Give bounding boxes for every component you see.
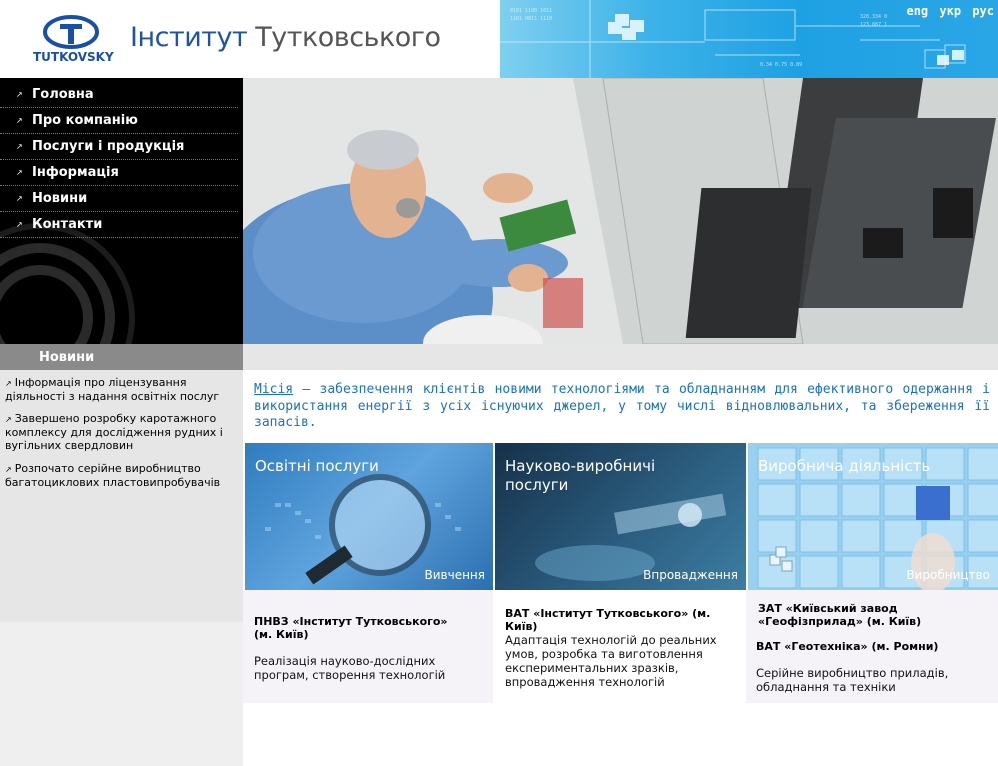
tile-title: Освітні послуги	[255, 457, 379, 475]
arrow-icon: ↗	[5, 415, 12, 424]
lang-ukr-link[interactable]: укр	[939, 4, 962, 18]
hero-image	[243, 78, 998, 344]
site-title-first: Інститут	[130, 22, 248, 53]
news-item[interactable]	[5, 376, 237, 403]
nav-item-info[interactable]	[0, 160, 238, 186]
logo-text: TUTKOVSKY	[33, 50, 114, 64]
header-graphic	[500, 0, 998, 78]
nav-label: Послуги і продукція	[32, 139, 185, 154]
arrow-icon: ↗	[16, 90, 23, 99]
hero-photo-illustration	[243, 78, 998, 344]
sidebar-filler	[0, 622, 243, 766]
org-name-2: ВАТ «Геотехніка» (м. Ромни)	[756, 640, 939, 653]
svg-text:0101 1100 1011: 0101 1100 1011	[510, 8, 553, 14]
org-name: ВАТ «Інститут Тутковського» (м. Київ)	[505, 607, 711, 633]
lang-rus-link[interactable]: рус	[972, 4, 994, 18]
nav-item-about[interactable]	[0, 108, 238, 134]
nav-label: Контакти	[32, 217, 103, 232]
arrow-icon: ↗	[5, 379, 12, 388]
news-item-text: Завершено розробку каротажного комплексу для дослідження рудних і вугільних свердловин	[5, 412, 223, 452]
site-title-second: Тутковського	[255, 22, 441, 53]
nav-label: Головна	[32, 87, 94, 102]
lang-eng-link[interactable]: eng	[906, 4, 929, 18]
news-header	[0, 344, 243, 370]
org-description: Адаптація технологій до реальних умов, розробка та виготовлення експериментальних зразків, впровадження технологій	[505, 633, 717, 689]
org-description: Серійне виробництво приладів, обладнання та техніки	[756, 666, 949, 694]
tile-title: Науково-виробничі послуги	[505, 457, 656, 494]
arrow-icon: ↗	[16, 142, 23, 151]
header-logo-area	[0, 0, 500, 78]
nav-item-home[interactable]	[0, 82, 238, 108]
tile-subtitle: Вивчення	[424, 568, 485, 582]
main-navigation	[0, 78, 243, 344]
news-item-text: Розпочато серійне виробництво багатоциклових пластовипробувачів	[5, 462, 221, 489]
news-list	[0, 370, 243, 622]
tile-subtitle: Виробництво	[906, 568, 990, 582]
nav-item-news[interactable]	[0, 186, 238, 212]
arrow-icon: ↗	[5, 465, 12, 474]
org-description: Реалізація науково-дослідних програм, створення технологій	[254, 654, 446, 682]
nav-item-contacts[interactable]	[0, 212, 238, 238]
mission-statement	[254, 382, 990, 432]
nav-label: Новини	[32, 191, 88, 206]
column-production	[746, 590, 998, 703]
svg-text:320.334 0: 320.334 0	[860, 14, 888, 20]
news-item-text: Інформація про ліцензування діяльності з надання освітніх послуг	[5, 376, 220, 403]
svg-text:0.34 0.75 0.89: 0.34 0.75 0.89	[760, 62, 803, 68]
mission-text: – забезпечення клієнтів новими технологіями та обладнанням для ефективного одержання і використання енергії з усіх існуючих джерел, у тому числі відновлювальних, та збереження її запасів.	[254, 382, 991, 430]
content-band	[243, 344, 998, 370]
tile-education[interactable]	[245, 443, 493, 590]
org-name: ЗАТ «Київський завод «Геофізприлад» (м. Київ)	[758, 602, 922, 628]
arrow-icon: ↗	[16, 116, 23, 125]
arrow-icon: ↗	[16, 194, 23, 203]
arrow-icon: ↗	[16, 168, 23, 177]
org-name: ПНВЗ «Інститут Тутковського» (м. Київ)	[254, 615, 448, 641]
nav-label: Про компанію	[32, 113, 138, 128]
tile-production[interactable]	[748, 443, 998, 590]
news-item[interactable]	[5, 412, 237, 452]
tile-title: Виробнича діяльність	[758, 457, 931, 475]
news-item[interactable]	[5, 462, 237, 489]
column-education	[243, 590, 493, 703]
nav-label: Інформація	[32, 165, 119, 180]
news-title: Новини	[39, 350, 95, 365]
logo-icon[interactable]	[42, 14, 100, 50]
tile-research[interactable]	[495, 443, 746, 590]
svg-text:1101 0011 1110: 1101 0011 1110	[510, 16, 553, 22]
svg-text:123.887 1: 123.887 1	[860, 22, 888, 28]
site-title	[130, 22, 441, 53]
language-switcher	[902, 4, 994, 18]
column-research	[493, 590, 746, 703]
arrow-icon: ↗	[16, 220, 23, 229]
nav-item-services[interactable]	[0, 134, 238, 160]
mission-link[interactable]: Місія	[254, 382, 294, 397]
tile-subtitle: Впровадження	[643, 568, 738, 582]
